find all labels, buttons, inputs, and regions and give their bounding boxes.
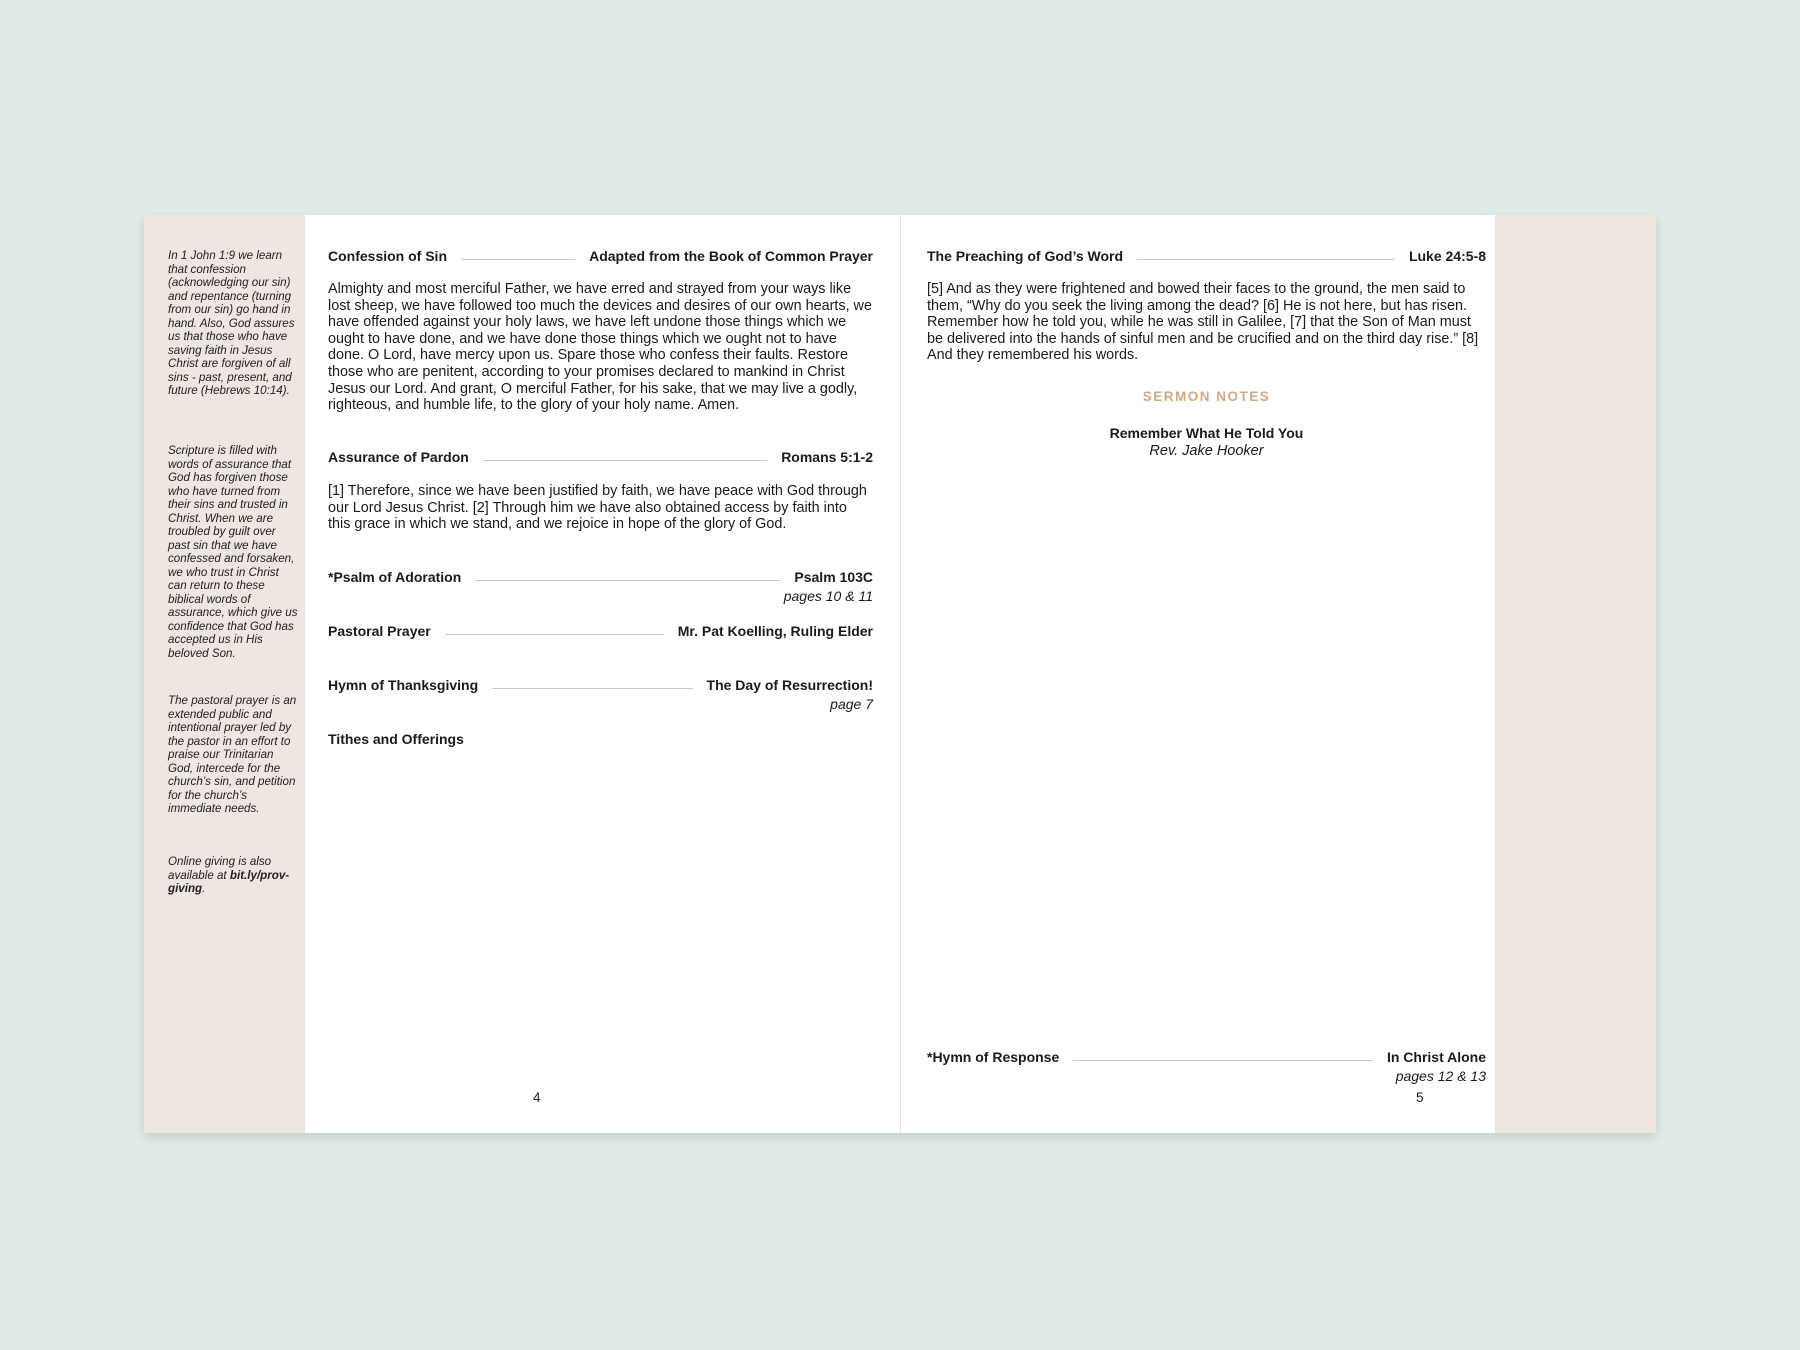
response-hymn-row <box>927 1048 1486 1066</box>
prayer-leader: Mr. Pat Koelling, Ruling Elder <box>677 623 873 639</box>
confession-text: Almighty and most merciful Father, we have erred and strayed from your ways like lost sheep, we have followed too much the devices and desires of our own hearts, we have offended against your holy laws, we have left undone those things which we ought to have done, and we have done those things which we ought not to have done. O Lord, have mercy upon us. Spare those who confess their faults. Restore those who are penitent, according to your promises declared to mankind in Christ Jesus our Lord. And grant, O merciful Father, for his sake, that we may live a godly, righteous, and humble life, to the glory of your holy name. Amen. <box>328 281 872 414</box>
margin-note-assurance: Scripture is filled with words of assurance that God has forgiven those who have turned from their sins and trusted in Christ. When we are troubled by guilt over past sin that we have confessed and forsaken, we who trust in Christ can return to these biblical words of assurance, which give us confidence that God has accepted us in His beloved Son. <box>168 444 298 660</box>
left-margin-notes <box>144 215 305 1133</box>
psalm-title: Psalm 103C <box>794 569 873 585</box>
sermon-preacher: Rev. Jake Hooker <box>1149 443 1264 459</box>
psalm-pages: pages 10 & 11 <box>783 588 873 604</box>
margin-note-pastoral-prayer: The pastoral prayer is an extended public and intentional prayer led by the pastor in an effort to praise our Trinitarian God, intercede for the church’s sin, and petition for the church’s immediate needs. <box>168 694 297 815</box>
sermon-title: Remember What He Told You <box>1109 425 1304 441</box>
hymn-title: The Day of Resurrection! <box>706 677 873 693</box>
leader-line <box>461 259 575 260</box>
psalm-row <box>328 568 873 586</box>
confession-label: Confession of Sin <box>328 248 447 264</box>
giving-note-text: Online giving is also available at <box>168 855 272 882</box>
page-5 <box>927 215 1486 1133</box>
giving-note-suffix: . <box>202 882 206 895</box>
assurance-text: [1] Therefore, since we have been justified by faith, we have peace with God through our Lord Jesus Christ. [2] Through him we have also obtained access by faith into this grace in which we stand, and we rejoice in hope of the glory of God. <box>328 483 867 533</box>
assurance-reference: Romans 5:1-2 <box>781 449 873 465</box>
response-hymn-pages: pages 12 & 13 <box>1395 1068 1486 1084</box>
bulletin-spread <box>144 215 1656 1133</box>
preaching-reference: Luke 24:5-8 <box>1408 248 1486 264</box>
preaching-row <box>927 247 1486 265</box>
page-4 <box>328 215 873 1133</box>
leader-line <box>1137 259 1395 260</box>
response-hymn-label: *Hymn of Response <box>927 1049 1060 1065</box>
prayer-label: Pastoral Prayer <box>328 623 431 639</box>
leader-line <box>1073 1060 1373 1061</box>
giving-link[interactable]: bit.ly/prov-giving <box>168 868 290 895</box>
hymn-row <box>328 676 873 694</box>
assurance-label: Assurance of Pardon <box>328 449 469 465</box>
sermon-notes-heading: SERMON NOTES <box>1142 389 1271 404</box>
tithes-row <box>328 730 873 748</box>
confession-source: Adapted from the Book of Common Prayer <box>589 248 873 264</box>
leader-line <box>483 460 767 461</box>
page-number-5: 5 <box>1416 1090 1424 1105</box>
leader-line <box>475 580 780 581</box>
margin-note-confession: In 1 John 1:9 we learn that confession (acknowledging our sin) and repentance (turning from our sin) go hand in hand. Also, God assures us that those who have saving faith in Jesus Christ are forgiven of all sins - past, present, and future (Hebrews 10:14). <box>168 249 295 397</box>
page-gutter <box>900 215 901 1133</box>
right-margin-panel <box>1495 215 1656 1133</box>
response-hymn-title: In Christ Alone <box>1386 1049 1486 1065</box>
confession-row <box>328 247 873 265</box>
leader-line <box>445 634 664 635</box>
page-number-4: 4 <box>533 1090 541 1105</box>
prayer-row <box>328 622 873 640</box>
hymn-pages: page 7 <box>830 696 873 712</box>
leader-line <box>492 688 692 689</box>
preaching-label: The Preaching of God’s Word <box>927 248 1124 264</box>
preaching-text: [5] And as they were frightened and bowed their faces to the ground, the men said to them, “Why do you seek the living among the dead? [6] He is not here, but has risen. Remember how he told you, while he was still in Galilee, [7] that the Son of Man must be delivered into the hands of sinful men and be crucified and on the third day rise.” [8] And they remembered his words. <box>927 281 1479 364</box>
margin-note-giving <box>168 855 300 896</box>
tithes-label: Tithes and Offerings <box>328 731 464 747</box>
psalm-label: *Psalm of Adoration <box>328 569 462 585</box>
assurance-row <box>328 448 873 466</box>
hymn-label: Hymn of Thanksgiving <box>328 677 479 693</box>
